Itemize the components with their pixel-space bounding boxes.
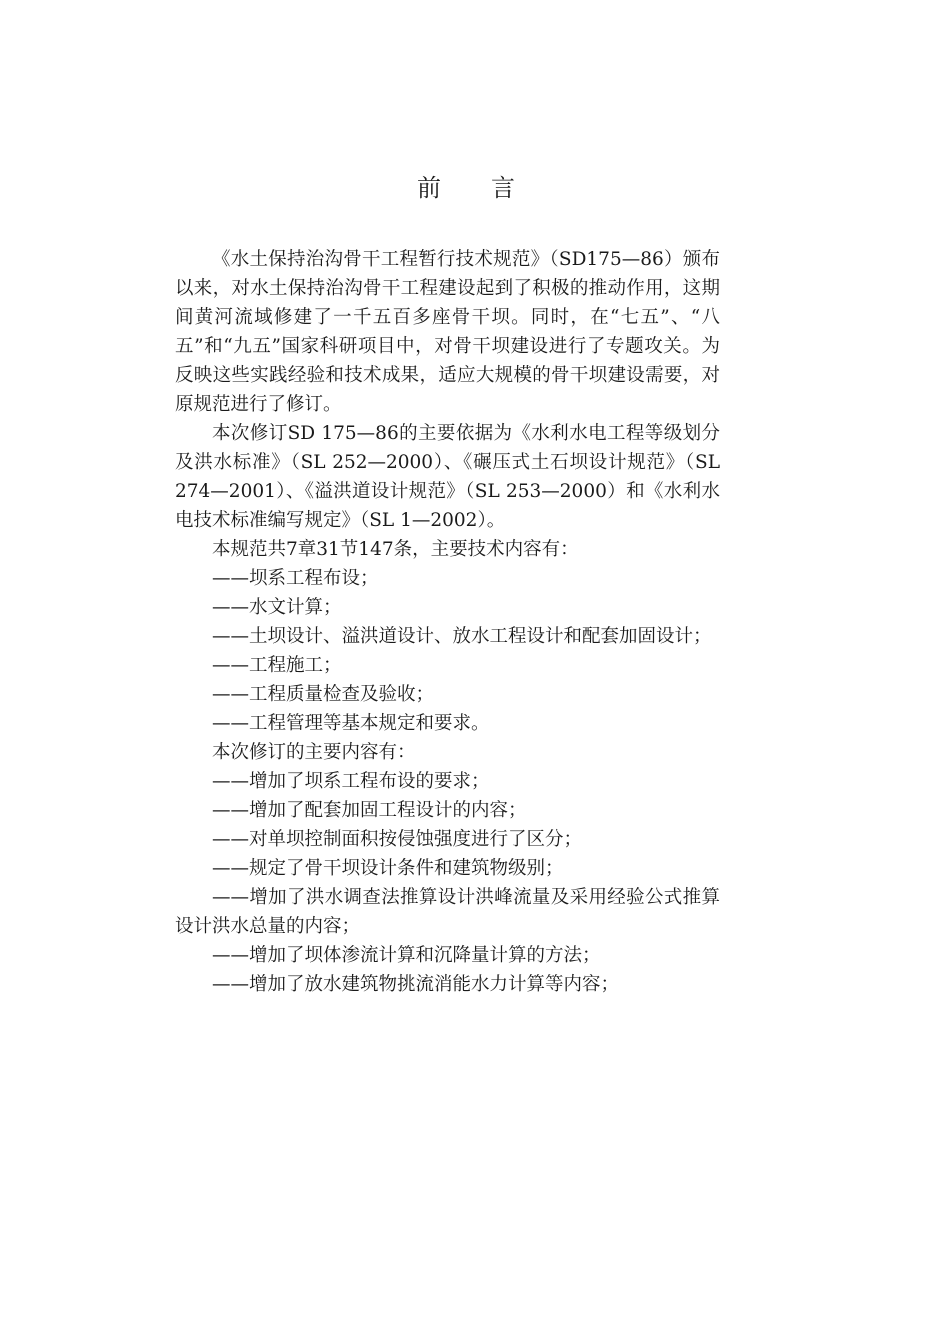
list-item: ——对单坝控制面积按侵蚀强度进行了区分；	[212, 829, 583, 850]
list-item: ——坝系工程布设；	[212, 568, 379, 589]
paragraph-intro: 《水土保持治沟骨干工程暂行技术规范》（SD175—86）颁布以来，对水土保持治沟骨干工程建设起到了积极的推动作用，这期间黄河流域修建了一千五百多座骨干坝。同时，在“七五”、“八五”和“九五”国家科研项目中，对骨干坝建设进行了专题攻关。为反映这些实践经验和技术成果，适应大规模的骨干坝建设需要，对原规范进行了修订。	[175, 249, 720, 415]
list-item: ——增加了配套加固工程设计的内容；	[212, 800, 527, 821]
list-item: ——土坝设计、溢洪道设计、放水工程设计和配套加固设计；	[212, 626, 712, 647]
list-item: ——增加了放水建筑物挑流消能水力计算等内容；	[212, 974, 620, 995]
list-item: ——工程施工；	[212, 655, 342, 676]
list-item: ——工程质量检查及验收；	[212, 684, 435, 705]
list-item: ——增加了洪水调查法推算设计洪峰流量及采用经验公式推算设计洪水总量的内容；	[175, 887, 720, 937]
list-item: ——增加了坝体渗流计算和沉降量计算的方法；	[212, 945, 601, 966]
list-item: ——规定了骨干坝设计条件和建筑物级别；	[212, 858, 564, 879]
foreword-content	[175, 245, 720, 999]
paragraph-basis: 本次修订SD 175—86的主要依据为《水利水电工程等级划分及洪水标准》（SL 252—2000）、《碾压式土石坝设计规范》（SL 274—2001）、《溢洪道设计规范》（SL 253—2000）和《水利水电技术标准编写规定》（SL 1—2002）。	[175, 423, 720, 531]
page-title: 前言	[417, 174, 565, 202]
list-item: ——增加了坝系工程布设的要求；	[212, 771, 490, 792]
paragraph-revision-intro: 本次修订的主要内容有：	[212, 742, 416, 763]
list-item: ——工程管理等基本规定和要求。	[212, 713, 490, 734]
paragraph-summary: 本规范共7章31节147条，主要技术内容有：	[212, 539, 579, 560]
list-item: ——水文计算；	[212, 597, 342, 618]
